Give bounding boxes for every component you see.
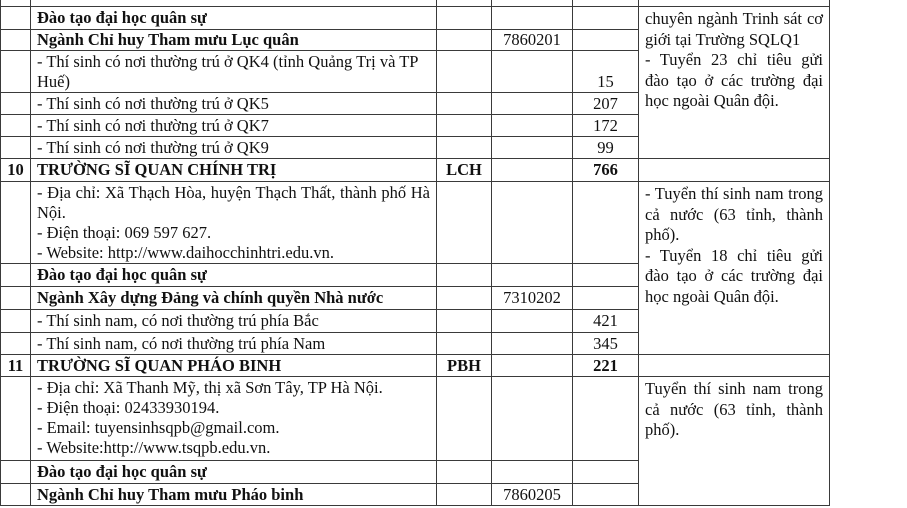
- quota-value: 172: [573, 115, 639, 137]
- school-total: 221: [573, 355, 639, 377]
- training-label: Đào tạo đại học quân sự: [31, 264, 437, 287]
- note-line: - Tuyển 18 chỉ tiêu gửi đào tạo ở các trường đại học ngoài Quân đội.: [645, 245, 823, 306]
- school-index: 11: [1, 355, 31, 377]
- quota-value: 99: [573, 137, 639, 159]
- school-header-row: [1, 355, 830, 377]
- website-line: - Website:http://www.tsqpb.edu.vn.: [37, 438, 271, 457]
- table-row: [1, 182, 830, 264]
- quota-label: - Thí sinh có nơi thường trú ở QK9: [31, 137, 437, 159]
- notes-cell: [639, 377, 830, 506]
- school-header-row: [1, 159, 830, 182]
- table-row: [1, 377, 830, 461]
- email-line: - Email: tuyensinhsqpb@gmail.com.: [37, 418, 280, 437]
- notes-cell: [639, 182, 830, 355]
- training-label: Đào tạo đại học quân sự: [31, 7, 437, 30]
- address-line: - Địa chỉ: Xã Thanh Mỹ, thị xã Sơn Tây, TP Hà Nội.: [37, 378, 383, 397]
- quota-value: 15: [573, 51, 639, 93]
- major-name: Ngành Chỉ huy Tham mưu Pháo binh: [31, 484, 437, 506]
- school-total: 766: [573, 159, 639, 182]
- major-code: 7860205: [492, 484, 573, 506]
- school-name: TRƯỜNG SĨ QUAN PHÁO BINH: [31, 355, 437, 377]
- phone-line: - Điện thoại: 069 597 627.: [37, 223, 212, 242]
- table-row: [1, 7, 830, 30]
- training-label: Đào tạo đại học quân sự: [31, 461, 437, 484]
- school-code: LCH: [437, 159, 492, 182]
- quota-label: - Thí sinh có nơi thường trú ở QK4 (tỉnh Quảng Trị và TP Huế): [31, 51, 437, 93]
- school-index: 10: [1, 159, 31, 182]
- quota-value: 207: [573, 93, 639, 115]
- quota-label: - Thí sinh nam, có nơi thường trú phía Bắc: [31, 310, 437, 333]
- major-code: 7860201: [492, 30, 573, 51]
- quota-value: 421: [573, 310, 639, 333]
- major-name: Ngành Chỉ huy Tham mưu Lục quân: [31, 30, 437, 51]
- notes-cell: [639, 7, 830, 159]
- quota-value: 345: [573, 333, 639, 355]
- note-line: chuyên ngành Trinh sát cơ giới tại Trường SQLQ1: [645, 9, 823, 49]
- phone-line: - Điện thoại: 02433930194.: [37, 398, 220, 417]
- major-name: Ngành Xây dựng Đảng và chính quyền Nhà nước: [31, 287, 437, 310]
- major-code: 7310202: [492, 287, 573, 310]
- school-name: TRƯỜNG SĨ QUAN CHÍNH TRỊ: [31, 159, 437, 182]
- school-info: [31, 377, 437, 461]
- note-line: - Tuyển 23 chỉ tiêu gửi đào tạo ở các trường đại học ngoài Quân đội.: [645, 50, 823, 110]
- address-line: - Địa chỉ: Xã Thạch Hòa, huyện Thạch Thất, thành phố Hà Nội.: [37, 183, 430, 222]
- school-info: [31, 182, 437, 264]
- quota-label: - Thí sinh có nơi thường trú ở QK7: [31, 115, 437, 137]
- quota-label: - Thí sinh nam, có nơi thường trú phía Nam: [31, 333, 437, 355]
- note-line: Tuyển thí sinh nam trong cả nước (63 tỉnh, thành phố).: [645, 379, 823, 439]
- school-code: PBH: [437, 355, 492, 377]
- website-line: - Website: http://www.daihocchinhtri.edu.vn.: [37, 243, 334, 262]
- note-line: - Tuyển thí sinh nam trong cả nước (63 tỉnh, thành phố).: [645, 184, 823, 244]
- quota-label: - Thí sinh có nơi thường trú ở QK5: [31, 93, 437, 115]
